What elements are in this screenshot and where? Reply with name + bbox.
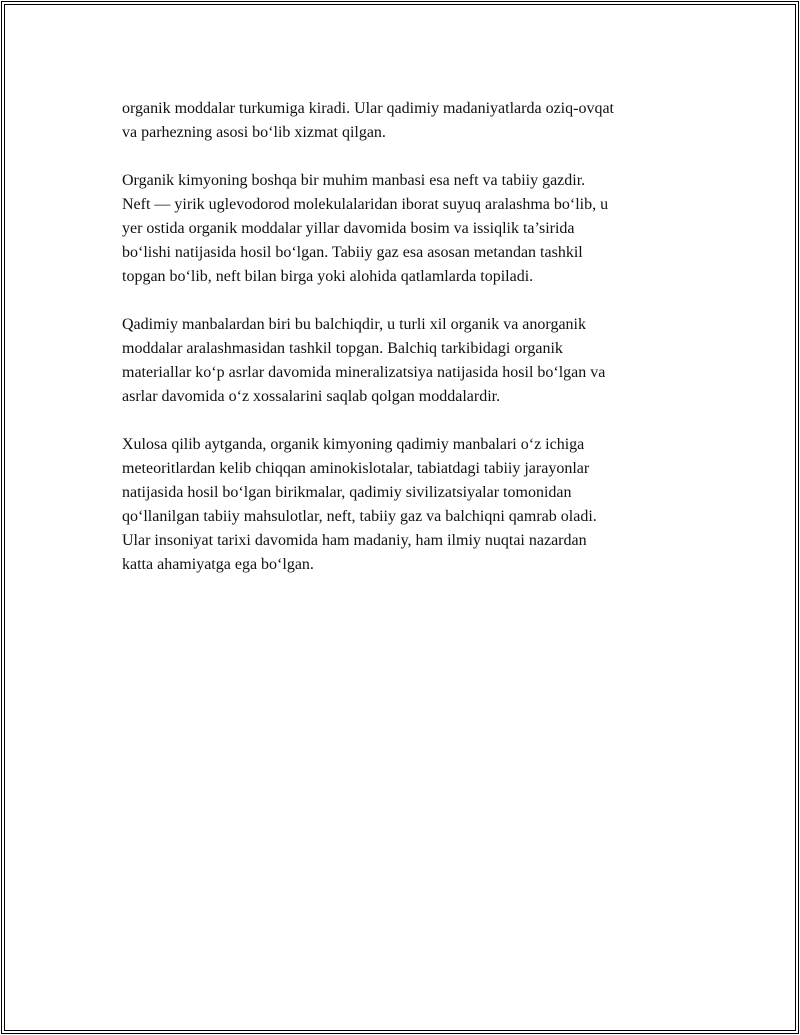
text-line: organik moddalar turkumiga kiradi. Ular qadimiy madaniyatlarda oziq-ovqat — [122, 100, 614, 117]
text-line: Qadimiy manbalardan biri bu balchiqdir, u turli xil organik va anorganik — [122, 316, 586, 333]
paragraph-4 — [122, 433, 692, 577]
text-line: topgan bo‘lib, neft bilan birga yoki alohida qatlamlarda topiladi. — [122, 268, 534, 285]
page-border — [1, 1, 799, 1034]
text-line: moddalar aralashmasidan tashkil topgan. Balchiq tarkibidagi organik — [122, 340, 563, 357]
text-line: asrlar davomida o‘z xossalarini saqlab qolgan moddalardir. — [122, 388, 501, 405]
paragraph-2 — [122, 169, 692, 289]
paragraph-3 — [122, 313, 692, 409]
text-line: materiallar ko‘p asrlar davomida mineralizatsiya natijasida hosil bo‘lgan va — [122, 364, 606, 381]
text-line: Organik kimyoning boshqa bir muhim manbasi esa neft va tabiiy gazdir. — [122, 172, 586, 189]
text-line: natijasida hosil bo‘lgan birikmalar, qadimiy sivilizatsiyalar tomonidan — [122, 484, 572, 501]
text-line: katta ahamiyatga ega bo‘lgan. — [122, 556, 314, 573]
text-line: yer ostida organik moddalar yillar davomida bosim va issiqlik ta’sirida — [122, 220, 575, 237]
text-line: va parhezning asosi bo‘lib xizmat qilgan. — [122, 124, 386, 141]
text-line: Neft — yirik uglevodorod molekulalaridan iborat suyuq aralashma bo‘lib, u — [122, 196, 609, 213]
text-line: Xulosa qilib aytganda, organik kimyoning qadimiy manbalari o‘z ichiga — [122, 436, 585, 453]
text-line: qo‘llanilgan tabiiy mahsulotlar, neft, tabiiy gaz va balchiqni qamrab oladi. — [122, 508, 597, 525]
text-line: meteoritlardan kelib chiqqan aminokislotalar, tabiatdagi tabiiy jarayonlar — [122, 460, 590, 477]
text-line: Ular insoniyat tarixi davomida ham madaniy, ham ilmiy nuqtai nazardan — [122, 532, 587, 549]
text-line: bo‘lishi natijasida hosil bo‘lgan. Tabiiy gaz esa asosan metandan tashkil — [122, 244, 583, 261]
paragraph-1 — [122, 97, 692, 145]
document-body — [122, 97, 692, 601]
